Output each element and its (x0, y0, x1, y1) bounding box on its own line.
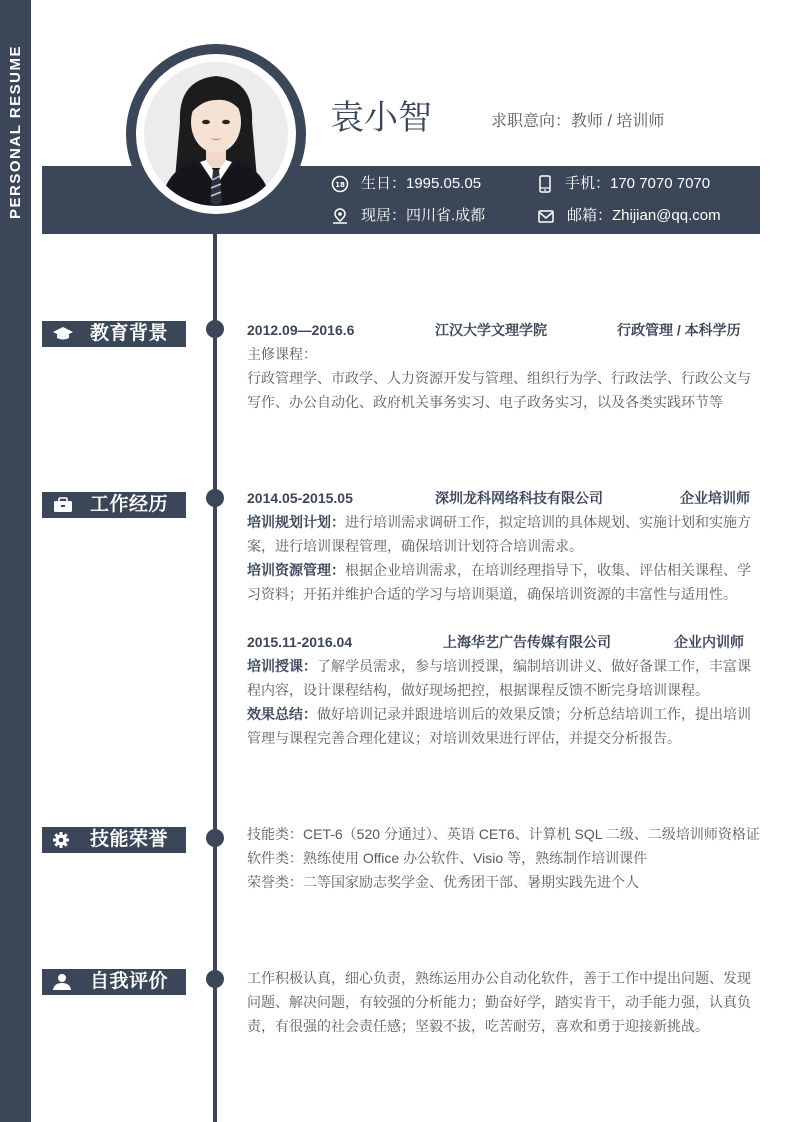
job-1-company: 深圳龙科网络科技有限公司 (435, 490, 603, 506)
candidate-name: 袁小智 (330, 99, 432, 137)
section-skills-label: 技能荣誉 (42, 827, 186, 853)
avatar-frame (126, 44, 306, 224)
user-icon (52, 973, 72, 991)
phone-info: 手机：170 7070 7070 (537, 174, 710, 194)
self-evaluation-text: 工作积极认真，细心负责，熟练运用办公自动化软件，善于工作中提出问题、发现问题、解决问题，有较强的分析能力；勤奋好学，踏实肯干，动手能力强，认真负责，有很强的社会责任感；坚毅不拔，吃苦耐劳，喜欢和勇于迎接新挑战。 (247, 970, 751, 1034)
skills-line-3: 荣誉类：二等国家励志奖学金、优秀团干部、暑期实践先进个人 (247, 874, 639, 890)
job-1-item-2: 培训资源管理：根据企业培训需求，在培训经理指导下，收集、评估相关课程、学习资料；开拓并维护合适的学习与培训渠道，确保培训资源的丰富性与适用性。 (247, 562, 751, 602)
briefcase-icon (52, 497, 74, 513)
location-icon (331, 207, 349, 225)
gear-icon (52, 831, 70, 849)
section-self-label: 自我评价 (42, 969, 186, 995)
education-major: 行政管理 / 本科学历 (617, 322, 741, 338)
section-education-label: 教育背景 (42, 321, 186, 347)
education-school: 江汉大学文理学院 (435, 322, 547, 338)
timeline-dot (206, 489, 224, 507)
job-2-date: 2015.11-2016.04 (247, 634, 353, 650)
svg-text:18: 18 (335, 181, 345, 189)
job-2-company: 上海华艺广告传媒有限公司 (443, 634, 611, 650)
job-2-item-2: 效果总结：做好培训记录并跟进培训后的效果反馈；分析总结培训工作，提出培训管理与课程完善合理化建议；对培训效果进行评估，并提交分析报告。 (247, 706, 751, 746)
job-2-role: 企业内训师 (674, 634, 744, 650)
avatar (144, 62, 288, 206)
education-courses: 行政管理学、市政学、人力资源开发与管理、组织行为学、行政法学、行政公文与写作、办公自动化、政府机关事务实习、电子政务实习，以及各类实践环节等 (247, 370, 751, 410)
birthday-info: 18 生日：1995.05.05 (331, 174, 481, 194)
job-1-item-1: 培训规划计划：进行培训需求调研工作，拟定培训的具体规划、实施计划和实施方案，进行培训课程管理，确保培训计划符合培训需求。 (247, 514, 751, 554)
email-info: 邮箱：Zhijian@qq.com (537, 206, 721, 226)
phone-icon (537, 175, 553, 193)
job-intent: 求职意向：教师 / 培训师 (491, 113, 665, 130)
education-courses-label: 主修课程： (247, 346, 317, 362)
timeline-dot (206, 970, 224, 988)
timeline-dot (206, 829, 224, 847)
email-icon (537, 207, 555, 225)
job-2-item-1: 培训授课：了解学员需求，参与培训授课，编制培训讲义、做好备课工作，丰富课程内容，设计课程结构，做好现场把控，根据课程反馈不断完身培训课程。 (247, 658, 751, 698)
birthday-icon (331, 175, 349, 193)
graduation-cap-icon (52, 326, 74, 342)
job-1-role: 企业培训师 (680, 490, 750, 506)
timeline-dot (206, 320, 224, 338)
timeline-line (213, 234, 217, 1122)
education-date: 2012.09—2016.6 (247, 322, 355, 338)
section-work-label: 工作经历 (42, 492, 186, 518)
sidebar-label: PERSONAL RESUME (7, 45, 24, 219)
skills-line-1: 技能类：CET-6（520 分通过）、英语 CET6、计算机 SQL 二级、二级培训师资格证 (247, 826, 760, 842)
location-info: 现居：四川省.成都 (331, 206, 485, 226)
job-1-date: 2014.05-2015.05 (247, 490, 353, 506)
skills-line-2: 软件类：熟练使用 Office 办公软件、Visio 等，熟练制作培训课件 (247, 850, 648, 866)
